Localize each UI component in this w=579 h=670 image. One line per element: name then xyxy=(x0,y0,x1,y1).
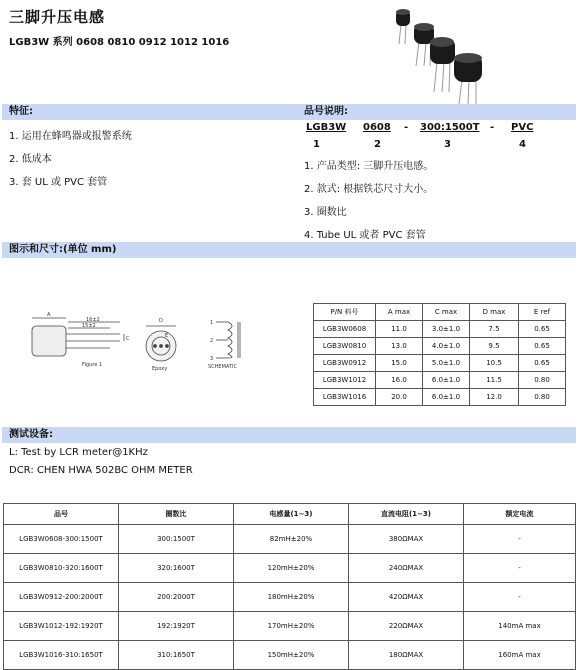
table-cell: 20.0 xyxy=(376,389,423,406)
table-cell: 0.80 xyxy=(519,389,566,406)
dimensions-heading: 图示和尺寸:(单位 mm) xyxy=(9,244,117,255)
spec-table xyxy=(3,503,576,670)
table-row xyxy=(4,641,576,670)
table-cell: 320:1600T xyxy=(119,554,234,583)
column-header: 直流电阻(1~3) xyxy=(349,504,464,525)
feature-item: 1. 运用在蜂鸣器或报警系统 xyxy=(9,131,132,142)
code-description: 4. Tube UL 或者 PVC 套管 xyxy=(304,230,426,241)
table-cell: 192:1920T xyxy=(119,612,234,641)
table-cell: 4.0±1.0 xyxy=(423,338,470,355)
column-header: 额定电流 xyxy=(464,504,576,525)
table-cell: 150mH±20% xyxy=(234,641,349,670)
code-number: 2 xyxy=(374,139,381,150)
table-cell: 82mH±20% xyxy=(234,525,349,554)
table-cell: 3.0±1.0 xyxy=(423,321,470,338)
test-line: DCR: CHEN HWA 502BC OHM METER xyxy=(9,465,193,476)
column-header: A max xyxy=(376,304,423,321)
table-cell: 0.80 xyxy=(519,372,566,389)
features-heading: 特征: xyxy=(9,106,33,117)
table-header-row xyxy=(314,304,566,321)
table-cell: LGB3W0608-300:1500T xyxy=(4,525,119,554)
table-cell: - xyxy=(464,583,576,612)
test-bar xyxy=(2,427,576,443)
table-cell: LGB3W0912-200:2000T xyxy=(4,583,119,612)
test-line: L: Test by LCR meter@1KHz xyxy=(9,447,148,458)
table-cell: 0.65 xyxy=(519,355,566,372)
dim-label-16: 16±2 xyxy=(86,317,100,323)
test-heading: 测试设备: xyxy=(9,429,53,440)
table-cell: LGB3W0810-320:1600T xyxy=(4,554,119,583)
table-cell: LGB3W0608 xyxy=(314,321,376,338)
table-cell: 0.65 xyxy=(519,338,566,355)
product-photo xyxy=(384,4,494,104)
dim-label-d: D xyxy=(159,318,163,324)
table-cell: 15.0 xyxy=(376,355,423,372)
code-number: 4 xyxy=(519,139,526,150)
table-cell: 160mA max xyxy=(464,641,576,670)
table-cell: 180ΩMAX xyxy=(349,641,464,670)
table-row xyxy=(314,389,566,406)
code-segment-tube: PVC xyxy=(511,122,534,133)
dim-label-e: E xyxy=(165,333,169,339)
schematic xyxy=(216,322,240,358)
inductor-xlarge xyxy=(454,53,482,104)
table-cell: 380ΩMAX xyxy=(349,525,464,554)
code-separator: - xyxy=(404,122,409,133)
table-cell: 5.0±1.0 xyxy=(423,355,470,372)
table-row xyxy=(4,583,576,612)
table-row xyxy=(4,525,576,554)
table-cell: 6.0±1.0 xyxy=(423,372,470,389)
series-subtitle: LGB3W 系列 0608 0810 0912 1012 1016 xyxy=(9,37,230,48)
code-description: 2. 款式: 根据铁芯尺寸大小。 xyxy=(304,184,434,195)
table-row xyxy=(314,372,566,389)
pin-label: 1 xyxy=(210,320,214,326)
table-row xyxy=(314,338,566,355)
table-cell: 220ΩMAX xyxy=(349,612,464,641)
table-cell: - xyxy=(464,554,576,583)
table-cell: LGB3W0912 xyxy=(314,355,376,372)
part-number-heading: 品号说明: xyxy=(304,106,348,117)
dim-label-c: C xyxy=(126,336,130,342)
table-cell: 16.0 xyxy=(376,372,423,389)
dimensions-table xyxy=(313,303,566,406)
dim-label-a: A xyxy=(47,312,51,318)
table-header-row xyxy=(4,504,576,525)
table-cell: 10.5 xyxy=(470,355,519,372)
column-header: P/N 料号 xyxy=(314,304,376,321)
column-header: E ref xyxy=(519,304,566,321)
dim-label-15: 15±2 xyxy=(82,323,96,329)
table-cell: 13.0 xyxy=(376,338,423,355)
figure-label: Figure 1 xyxy=(82,362,103,368)
feature-item: 3. 套 UL 或 PVC 套管 xyxy=(9,177,108,188)
column-header: 品号 xyxy=(4,504,119,525)
table-cell: 0.65 xyxy=(519,321,566,338)
code-segment-size: 0608 xyxy=(363,122,391,133)
table-cell: 11.5 xyxy=(470,372,519,389)
dimensions-bar xyxy=(2,242,576,258)
column-header: 电感量(1~3) xyxy=(234,504,349,525)
table-row xyxy=(4,554,576,583)
column-header: C max xyxy=(423,304,470,321)
table-cell: 6.0±1.0 xyxy=(423,389,470,406)
code-number: 3 xyxy=(444,139,451,150)
page-title: 三脚升压电感 xyxy=(9,8,106,26)
table-cell: - xyxy=(464,525,576,554)
table-cell: LGB3W0810 xyxy=(314,338,376,355)
table-cell: 310:1650T xyxy=(119,641,234,670)
code-separator: - xyxy=(490,122,495,133)
pin-label: 3 xyxy=(210,356,214,362)
code-number: 1 xyxy=(313,139,320,150)
table-cell: 300:1500T xyxy=(119,525,234,554)
table-row xyxy=(314,321,566,338)
code-segment-ratio: 300:1500T xyxy=(420,122,480,133)
features-bar xyxy=(2,104,576,120)
table-cell: 140mA max xyxy=(464,612,576,641)
column-header: D max xyxy=(470,304,519,321)
column-header: 圈数比 xyxy=(119,504,234,525)
table-cell: LGB3W1016-310:1650T xyxy=(4,641,119,670)
table-cell: LGB3W1012 xyxy=(314,372,376,389)
table-cell: 9.5 xyxy=(470,338,519,355)
table-cell: 11.0 xyxy=(376,321,423,338)
code-segment-series: LGB3W xyxy=(306,122,347,133)
table-cell: LGB3W1016 xyxy=(314,389,376,406)
feature-item: 2. 低成本 xyxy=(9,154,52,165)
code-description: 3. 圈数比 xyxy=(304,207,347,218)
code-description: 1. 产品类型: 三脚升压电感。 xyxy=(304,161,434,172)
epoxy-label: Epoxy xyxy=(152,366,168,372)
inductor-large xyxy=(430,37,455,92)
schematic-label: SCHEMATIC xyxy=(208,364,237,370)
side-view xyxy=(32,318,124,356)
table-cell: 180mH±20% xyxy=(234,583,349,612)
table-cell: 120mH±20% xyxy=(234,554,349,583)
table-cell: 170mH±20% xyxy=(234,612,349,641)
table-cell: 420ΩMAX xyxy=(349,583,464,612)
table-cell: 7.5 xyxy=(470,321,519,338)
pin-label: 2 xyxy=(210,338,214,344)
top-view xyxy=(146,326,176,361)
inductor-small xyxy=(396,9,410,44)
dimension-drawing xyxy=(28,310,250,374)
table-cell: LGB3W1012-192:1920T xyxy=(4,612,119,641)
table-cell: 200:2000T xyxy=(119,583,234,612)
table-row xyxy=(4,612,576,641)
table-cell: 12.0 xyxy=(470,389,519,406)
table-row xyxy=(314,355,566,372)
table-cell: 240ΩMAX xyxy=(349,554,464,583)
